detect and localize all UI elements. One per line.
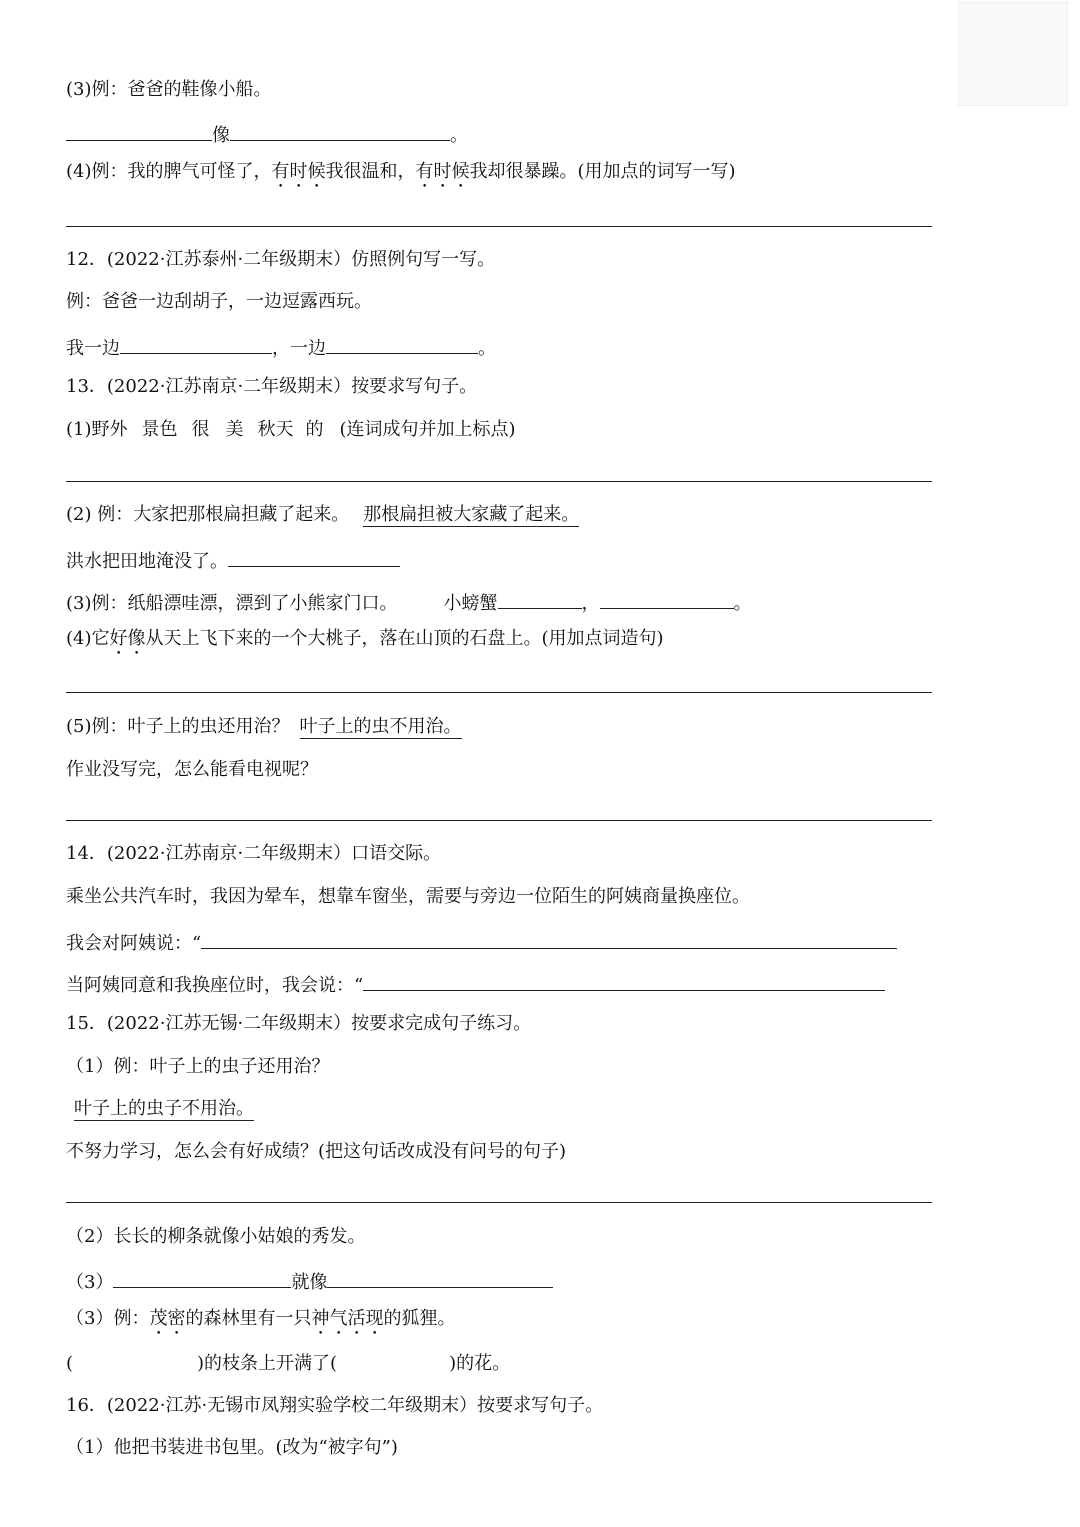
q12-fill: 我一边 ，一边 。 [66, 333, 496, 361]
blank[interactable] [179, 1267, 291, 1288]
q15-p3b-fill: ( )的枝条上开满了( )的花。 [66, 1353, 511, 1374]
blank[interactable] [112, 120, 212, 141]
q13-p2-example: (2) 例：大家把那根扁担藏了起来。 那根扁担被大家藏了起来。 [66, 504, 580, 525]
q13-p5-example: (5)例：叶子上的虫还用治？ 叶子上的虫不用治。 [66, 716, 462, 737]
blank[interactable] [201, 928, 897, 949]
blank[interactable] [363, 970, 885, 991]
corner-blank-box [958, 2, 1068, 106]
q15-p3-fill: （3） 就像 [66, 1267, 553, 1295]
q11-p3-example: (3)例：爸爸的鞋像小船。 [66, 79, 272, 100]
q15-p1-example: （1）例：叶子上的虫子还用治？ [66, 1056, 330, 1077]
q13-p3: (3)例：纸船漂哇漂，漂到了小熊家门口。 小螃蟹 ， 。 [66, 588, 752, 616]
q12-title: 12．(2022·江苏泰州·二年级期末）仿照例句写一写。 [66, 249, 496, 270]
q11-p4-prompt: (4)例：我的脾气可怪了，有时候我很温和，有时候我却很暴躁。(用加点的词写一写) [66, 161, 736, 182]
q12-example: 例：爸爸一边刮胡子，一边逗露西玩。 [66, 291, 372, 312]
q13-p1: (1)野外 景色 很 美 秋天 的 (连词成句并加上标点) [66, 419, 516, 440]
q15-p1-question: 不努力学习，怎么会有好成绩？(把这句话改成没有问号的句子) [66, 1141, 567, 1162]
answer-line[interactable] [66, 1202, 932, 1203]
blank[interactable] [327, 1267, 553, 1288]
q16-title: 16．(2022·江苏·无锡市凤翔实验学校二年级期末）按要求写句子。 [66, 1395, 604, 1416]
example-answer: 叶子上的虫子不用治。 [74, 1098, 254, 1119]
q13-p4: (4)它好像从天上飞下来的一个大桃子，落在山顶的石盘上。(用加点词造句) [66, 628, 664, 649]
q15-p1-answer [66, 1097, 254, 1121]
example-answer: 叶子上的虫不用治。 [299, 716, 462, 737]
q14-line1: 我会对阿姨说：“ [66, 928, 897, 956]
q15-title: 15．(2022·江苏无锡·二年级期末）按要求完成句子练习。 [66, 1013, 532, 1034]
example-answer: 那根扁担被大家藏了起来。 [363, 504, 580, 525]
q14-line2: 当阿姨同意和我换座位时，我会说：“ [66, 970, 885, 998]
blank[interactable] [258, 546, 324, 567]
q14-scenario: 乘坐公共汽车时，我因为晕车，想靠车窗坐，需要与旁边一位陌生的阿姨商量换座位。 [66, 886, 750, 907]
blank[interactable] [113, 1267, 179, 1288]
q11-p3-fill: 像 。 [66, 120, 468, 148]
blank[interactable] [230, 120, 450, 141]
answer-line[interactable] [66, 226, 932, 227]
blank[interactable] [498, 588, 582, 609]
q14-title: 14．(2022·江苏南京·二年级期末）口语交际。 [66, 843, 442, 864]
blank[interactable] [326, 333, 478, 354]
q13-p5-question: 作业没写完，怎么能看电视呢？ [66, 759, 318, 780]
q15-p2: （2）长长的柳条就像小姑娘的秀发。 [66, 1226, 366, 1247]
q13-title: 13．(2022·江苏南京·二年级期末）按要求写句子。 [66, 376, 478, 397]
blank[interactable] [120, 333, 272, 354]
answer-line[interactable] [66, 481, 932, 482]
blank[interactable] [228, 546, 258, 567]
blank[interactable] [600, 588, 734, 609]
q13-p2-question: 洪水把田地淹没了。 [66, 546, 400, 574]
blank[interactable] [324, 546, 400, 567]
q16-p1: （1）他把书装进书包里。(改为“被字句”) [66, 1437, 398, 1458]
blank[interactable] [66, 120, 112, 141]
answer-line[interactable] [66, 692, 932, 693]
q15-p3b-example: （3）例：茂密的森林里有一只神气活现的狐狸。 [66, 1308, 456, 1329]
answer-line[interactable] [66, 820, 932, 821]
